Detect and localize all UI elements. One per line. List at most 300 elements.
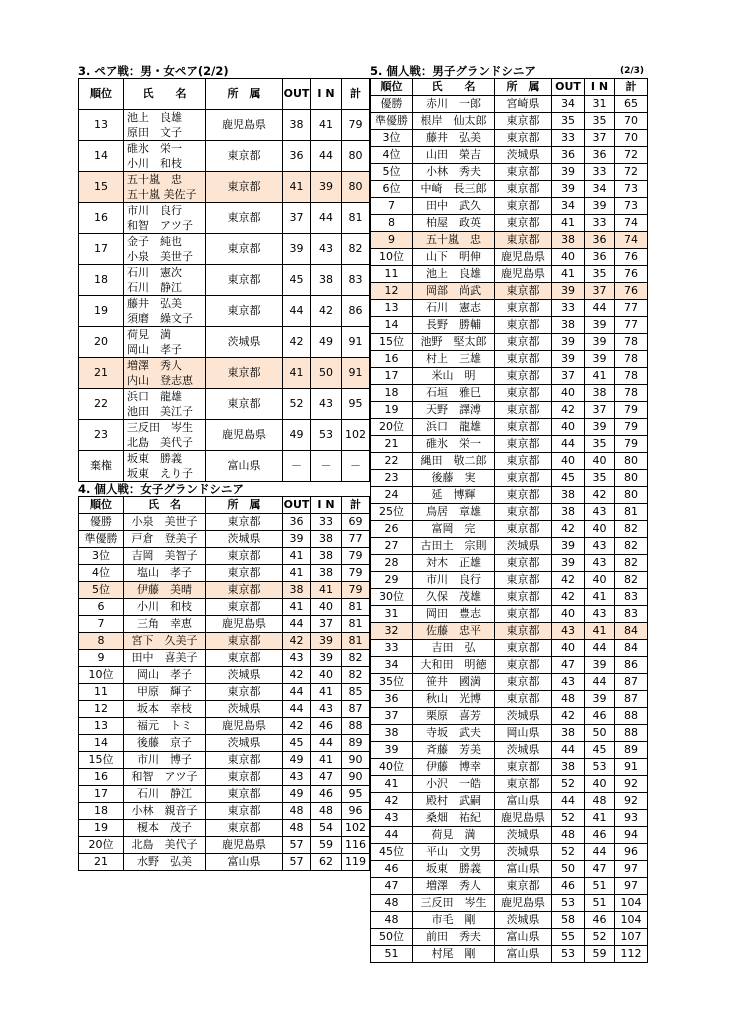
out-cell: 38 [552, 504, 585, 521]
name-line: 増澤 秀人 [127, 359, 182, 372]
name-cell: 田中 喜美子 [124, 650, 206, 667]
rank-cell: 17 [79, 786, 124, 803]
name-cell: 延 博輝 [413, 487, 495, 504]
name-line: 岡山 孝子 [127, 343, 182, 356]
rank-cell: 3位 [79, 548, 124, 565]
in-cell: 36 [585, 232, 615, 249]
rank-cell: 25位 [371, 504, 413, 521]
total-cell: 82 [615, 538, 648, 555]
in-cell: 39 [585, 317, 615, 334]
affiliation-cell: 東京都 [495, 487, 552, 504]
out-cell: 44 [552, 793, 585, 810]
out-cell: 42 [283, 718, 311, 735]
in-cell: 31 [585, 96, 615, 113]
in-cell: 50 [311, 358, 342, 389]
name-cell: 浜口 龍雄 [413, 419, 495, 436]
name-cell: 岡山 孝子 [124, 667, 206, 684]
in-cell: 37 [585, 283, 615, 300]
out-cell: 49 [283, 786, 311, 803]
name-cell: 前田 秀夫 [413, 929, 495, 946]
affiliation-cell: 東京都 [495, 776, 552, 793]
rank-cell: 8 [79, 633, 124, 650]
table-row [371, 674, 648, 691]
affiliation-cell: 東京都 [495, 470, 552, 487]
rank-cell: 23 [79, 420, 124, 451]
rank-cell: 7 [371, 198, 413, 215]
name-cell: 水野 弘美 [124, 854, 206, 871]
affiliation-cell: 東京都 [495, 351, 552, 368]
affiliation-cell: 東京都 [495, 589, 552, 606]
in-cell: 38 [311, 548, 342, 565]
table-row [371, 334, 648, 351]
in-cell: 43 [311, 701, 342, 718]
affiliation-header: 所 属 [206, 497, 283, 514]
out-cell: － [283, 451, 311, 482]
affiliation-cell: 富山県 [495, 793, 552, 810]
table-row [79, 548, 370, 565]
name-cell: 北島 美代子 [124, 837, 206, 854]
table-row [79, 327, 370, 358]
out-cell: 42 [552, 589, 585, 606]
out-cell: 42 [552, 572, 585, 589]
table-row [79, 234, 370, 265]
rank-cell: 8 [371, 215, 413, 232]
out-cell: 44 [552, 436, 585, 453]
name-line: 小川 和枝 [127, 157, 182, 170]
rank-cell: 41 [371, 776, 413, 793]
affiliation-cell: 東京都 [206, 633, 283, 650]
rank-cell: 14 [79, 141, 124, 172]
name-cell: 小泉 美世子 [124, 514, 206, 531]
total-cell: 79 [342, 582, 370, 599]
affiliation-cell: 鹿児島県 [495, 810, 552, 827]
total-cell: 79 [342, 565, 370, 582]
men-title [370, 64, 648, 78]
total-cell: 88 [342, 718, 370, 735]
in-cell: 39 [585, 198, 615, 215]
name-cell: 五十嵐 忠 [413, 232, 495, 249]
rank-cell: 15位 [79, 752, 124, 769]
in-cell: 43 [311, 389, 342, 420]
out-cell: 52 [552, 776, 585, 793]
table-row [371, 470, 648, 487]
name-cell: 久保 茂雄 [413, 589, 495, 606]
out-cell: 57 [283, 854, 311, 871]
affiliation-cell: 茨城県 [495, 912, 552, 929]
table-row [79, 296, 370, 327]
affiliation-cell: 東京都 [206, 684, 283, 701]
total-cell: 72 [615, 164, 648, 181]
total-cell: 80 [615, 470, 648, 487]
name-cell: 小林 親音子 [124, 803, 206, 820]
table-row [79, 633, 370, 650]
names-cell [124, 358, 206, 389]
out-cell: 55 [552, 929, 585, 946]
rank-cell: 13 [79, 718, 124, 735]
in-cell: 38 [585, 385, 615, 402]
in-cell: 39 [585, 419, 615, 436]
affiliation-cell: 東京都 [495, 113, 552, 130]
table-row [79, 582, 370, 599]
in-cell: 47 [311, 769, 342, 786]
name-cell: 塩山 孝子 [124, 565, 206, 582]
name-cell: 榎本 茂子 [124, 820, 206, 837]
out-cell: 41 [283, 358, 311, 389]
rank-cell: 13 [371, 300, 413, 317]
rank-cell: 50位 [371, 929, 413, 946]
total-cell: 87 [342, 701, 370, 718]
table-row [371, 232, 648, 249]
names-cell [124, 172, 206, 203]
out-cell: 50 [552, 861, 585, 878]
out-cell: 39 [552, 538, 585, 555]
out-cell: 48 [283, 803, 311, 820]
out-header: OUT [283, 497, 311, 514]
in-cell: 33 [585, 215, 615, 232]
out-cell: 44 [283, 616, 311, 633]
in-cell: 40 [585, 453, 615, 470]
names-cell [124, 141, 206, 172]
name-cell: 甲原 輝子 [124, 684, 206, 701]
name-cell: 市川 良行 [413, 572, 495, 589]
affiliation-cell: 茨城県 [206, 531, 283, 548]
in-cell: 48 [311, 803, 342, 820]
name-cell: 伊藤 博幸 [413, 759, 495, 776]
total-cell: 89 [342, 735, 370, 752]
in-cell: 45 [585, 742, 615, 759]
affiliation-cell: 東京都 [206, 803, 283, 820]
rank-cell: 20 [79, 327, 124, 358]
total-cell: 112 [615, 946, 648, 963]
in-header: I N [311, 497, 342, 514]
in-cell: 41 [311, 110, 342, 141]
out-cell: 38 [283, 110, 311, 141]
table-row [79, 820, 370, 837]
out-cell: 42 [283, 633, 311, 650]
in-cell: 54 [311, 820, 342, 837]
in-cell: 43 [585, 555, 615, 572]
total-cell: 88 [615, 725, 648, 742]
in-cell: 43 [585, 504, 615, 521]
total-cell: 69 [342, 514, 370, 531]
in-cell: 39 [585, 691, 615, 708]
table-row [79, 451, 370, 482]
in-cell: 43 [585, 538, 615, 555]
out-cell: 47 [552, 657, 585, 674]
in-header: I N [585, 79, 615, 96]
affiliation-cell: 東京都 [495, 334, 552, 351]
total-cell: 80 [615, 487, 648, 504]
name-cell: 中崎 長三郎 [413, 181, 495, 198]
in-cell: 44 [311, 735, 342, 752]
total-cell: 96 [615, 844, 648, 861]
rank-cell: 37 [371, 708, 413, 725]
out-cell: 36 [283, 514, 311, 531]
out-cell: 38 [552, 725, 585, 742]
in-cell: 46 [585, 827, 615, 844]
out-cell: 45 [283, 265, 311, 296]
women-table [78, 496, 370, 871]
name-cell: 岡田 豊志 [413, 606, 495, 623]
out-cell: 48 [552, 827, 585, 844]
in-cell: 44 [311, 203, 342, 234]
rank-cell: 12 [79, 701, 124, 718]
rank-cell: 15 [79, 172, 124, 203]
table-row [79, 420, 370, 451]
affiliation-cell: 宮崎県 [495, 96, 552, 113]
table-row [371, 742, 648, 759]
rank-cell: 12 [371, 283, 413, 300]
out-cell: 44 [283, 701, 311, 718]
in-cell: 34 [585, 181, 615, 198]
rank-cell: 40位 [371, 759, 413, 776]
name-cell: 村上 三雄 [413, 351, 495, 368]
in-cell: 40 [585, 521, 615, 538]
affiliation-cell: 茨城県 [206, 701, 283, 718]
affiliation-cell: 鹿児島県 [495, 266, 552, 283]
out-cell: 46 [552, 878, 585, 895]
table-row [79, 141, 370, 172]
rank-header: 順位 [79, 79, 124, 110]
affiliation-cell: 東京都 [495, 453, 552, 470]
in-header: I N [311, 79, 342, 110]
rank-cell: 23 [371, 470, 413, 487]
in-cell: 38 [311, 265, 342, 296]
table-row [79, 752, 370, 769]
rank-cell: 棄権 [79, 451, 124, 482]
name-cell: 坂東 勝義 [413, 861, 495, 878]
in-cell: 36 [585, 147, 615, 164]
in-cell: 40 [585, 776, 615, 793]
name-line: 石川 憲次 [127, 266, 182, 279]
total-cell: 82 [342, 667, 370, 684]
rank-cell: 19 [79, 296, 124, 327]
table-row [371, 181, 648, 198]
table-row [79, 389, 370, 420]
women-section [78, 482, 370, 871]
total-cell: 93 [615, 810, 648, 827]
out-cell: 58 [552, 912, 585, 929]
out-cell: 43 [283, 769, 311, 786]
table-row [371, 623, 648, 640]
total-cell: 87 [615, 691, 648, 708]
total-cell: 104 [615, 912, 648, 929]
affiliation-cell: 鹿児島県 [495, 895, 552, 912]
total-cell: 81 [615, 504, 648, 521]
name-cell: 吉岡 美智子 [124, 548, 206, 565]
table-row [79, 735, 370, 752]
in-cell: 39 [585, 351, 615, 368]
affiliation-cell: 東京都 [495, 606, 552, 623]
total-header: 計 [615, 79, 648, 96]
name-header: 氏 名 [124, 79, 206, 110]
names-cell [124, 234, 206, 265]
affiliation-cell: 富山県 [495, 929, 552, 946]
rank-cell: 6 [79, 599, 124, 616]
table-row [371, 725, 648, 742]
total-cell: 73 [615, 181, 648, 198]
table-row [371, 504, 648, 521]
table-row [79, 110, 370, 141]
rank-cell: 準優勝 [79, 531, 124, 548]
names-cell [124, 296, 206, 327]
rank-cell: 13 [79, 110, 124, 141]
name-cell: 吉田 弘 [413, 640, 495, 657]
affiliation-cell: 東京都 [495, 691, 552, 708]
in-cell: 40 [311, 599, 342, 616]
table-row [371, 300, 648, 317]
names-cell [124, 110, 206, 141]
rank-cell: 19 [371, 402, 413, 419]
total-cell: 88 [615, 708, 648, 725]
name-cell: 長野 勝輔 [413, 317, 495, 334]
name-cell: 小川 和枝 [124, 599, 206, 616]
total-header: 計 [342, 79, 370, 110]
rank-cell: 3位 [371, 130, 413, 147]
out-cell: 43 [552, 674, 585, 691]
out-cell: 40 [552, 453, 585, 470]
table-row [371, 810, 648, 827]
table-row [371, 844, 648, 861]
affiliation-cell: 東京都 [495, 164, 552, 181]
affiliation-cell: 東京都 [206, 141, 283, 172]
table-row [371, 793, 648, 810]
table-row [79, 616, 370, 633]
table-row [79, 769, 370, 786]
table-row [371, 912, 648, 929]
total-cell: 76 [615, 283, 648, 300]
name-cell: 秋山 光博 [413, 691, 495, 708]
rank-cell: 27 [371, 538, 413, 555]
affiliation-cell: 東京都 [495, 385, 552, 402]
table-row [371, 130, 648, 147]
total-cell: 81 [342, 599, 370, 616]
affiliation-cell: 東京都 [206, 548, 283, 565]
table-row [371, 351, 648, 368]
in-cell: 44 [585, 300, 615, 317]
affiliation-cell: 東京都 [495, 368, 552, 385]
out-cell: 39 [552, 334, 585, 351]
affiliation-cell: 鹿児島県 [206, 616, 283, 633]
affiliation-cell: 茨城県 [206, 327, 283, 358]
name-line: 碓氷 栄一 [127, 142, 182, 155]
total-cell: 80 [615, 453, 648, 470]
table-row [79, 803, 370, 820]
rank-cell: 36 [371, 691, 413, 708]
total-cell: 77 [342, 531, 370, 548]
out-cell: 38 [283, 582, 311, 599]
table-row [371, 283, 648, 300]
total-cell: 76 [615, 266, 648, 283]
name-cell: 三角 幸恵 [124, 616, 206, 633]
in-cell: 51 [585, 895, 615, 912]
name-cell: 石川 憲志 [413, 300, 495, 317]
rank-cell: 39 [371, 742, 413, 759]
table-row [371, 861, 648, 878]
name-cell: 福元 トミ [124, 718, 206, 735]
out-cell: 38 [552, 759, 585, 776]
total-cell: 78 [615, 334, 648, 351]
out-cell: 39 [283, 234, 311, 265]
name-cell: 赤川 一郎 [413, 96, 495, 113]
affiliation-cell: 東京都 [206, 786, 283, 803]
name-line: 金子 純也 [127, 235, 182, 248]
name-cell: 天野 譯溥 [413, 402, 495, 419]
total-cell: 94 [615, 827, 648, 844]
name-cell: 池野 堅太郎 [413, 334, 495, 351]
total-cell: 82 [615, 521, 648, 538]
table-row [79, 172, 370, 203]
in-cell: 41 [311, 582, 342, 599]
pair-table [78, 78, 370, 482]
affiliation-cell: 茨城県 [206, 667, 283, 684]
rank-cell: 4位 [371, 147, 413, 164]
total-cell: 95 [342, 786, 370, 803]
total-cell: 79 [615, 419, 648, 436]
table-row [371, 827, 648, 844]
out-cell: 39 [552, 351, 585, 368]
in-cell: 38 [311, 565, 342, 582]
name-cell: 村尾 剛 [413, 946, 495, 963]
table-row [371, 606, 648, 623]
name-cell: 小林 秀夫 [413, 164, 495, 181]
out-cell: 40 [552, 385, 585, 402]
out-cell: 38 [552, 317, 585, 334]
in-cell: 46 [311, 786, 342, 803]
women-title: 4. 個人戦：女子グランドシニア [78, 482, 244, 496]
total-cell: 74 [615, 232, 648, 249]
out-cell: 48 [552, 691, 585, 708]
name-cell: 笹井 國満 [413, 674, 495, 691]
affiliation-cell: 鹿児島県 [206, 718, 283, 735]
table-row [79, 514, 370, 531]
total-cell: 85 [342, 684, 370, 701]
name-header: 氏 名 [124, 497, 206, 514]
out-cell: 52 [552, 810, 585, 827]
out-cell: 36 [552, 147, 585, 164]
table-row [371, 198, 648, 215]
affiliation-cell: 東京都 [495, 130, 552, 147]
out-cell: 40 [552, 419, 585, 436]
in-cell: 46 [311, 718, 342, 735]
affiliation-cell: 茨城県 [495, 827, 552, 844]
affiliation-cell: 東京都 [495, 623, 552, 640]
in-cell: 40 [311, 667, 342, 684]
affiliation-cell: 東京都 [495, 640, 552, 657]
name-cell: 伊藤 美晴 [124, 582, 206, 599]
out-cell: 49 [283, 420, 311, 451]
in-cell: 39 [311, 172, 342, 203]
affiliation-cell: 富山県 [495, 946, 552, 963]
table-row [371, 538, 648, 555]
table-row [371, 266, 648, 283]
rank-cell: 15位 [371, 334, 413, 351]
name-line: 荷見 満 [127, 328, 171, 341]
total-cell: 79 [615, 436, 648, 453]
total-cell: 90 [342, 752, 370, 769]
total-cell: 91 [342, 358, 370, 389]
out-cell: 42 [283, 667, 311, 684]
total-cell: 84 [615, 623, 648, 640]
pair-section [78, 64, 370, 482]
table-row [371, 895, 648, 912]
in-cell: 33 [585, 164, 615, 181]
out-cell: 42 [552, 402, 585, 419]
total-cell: 65 [615, 96, 648, 113]
name-line: 五十嵐 忠 [127, 173, 182, 186]
names-cell [124, 389, 206, 420]
affiliation-cell: 東京都 [495, 878, 552, 895]
